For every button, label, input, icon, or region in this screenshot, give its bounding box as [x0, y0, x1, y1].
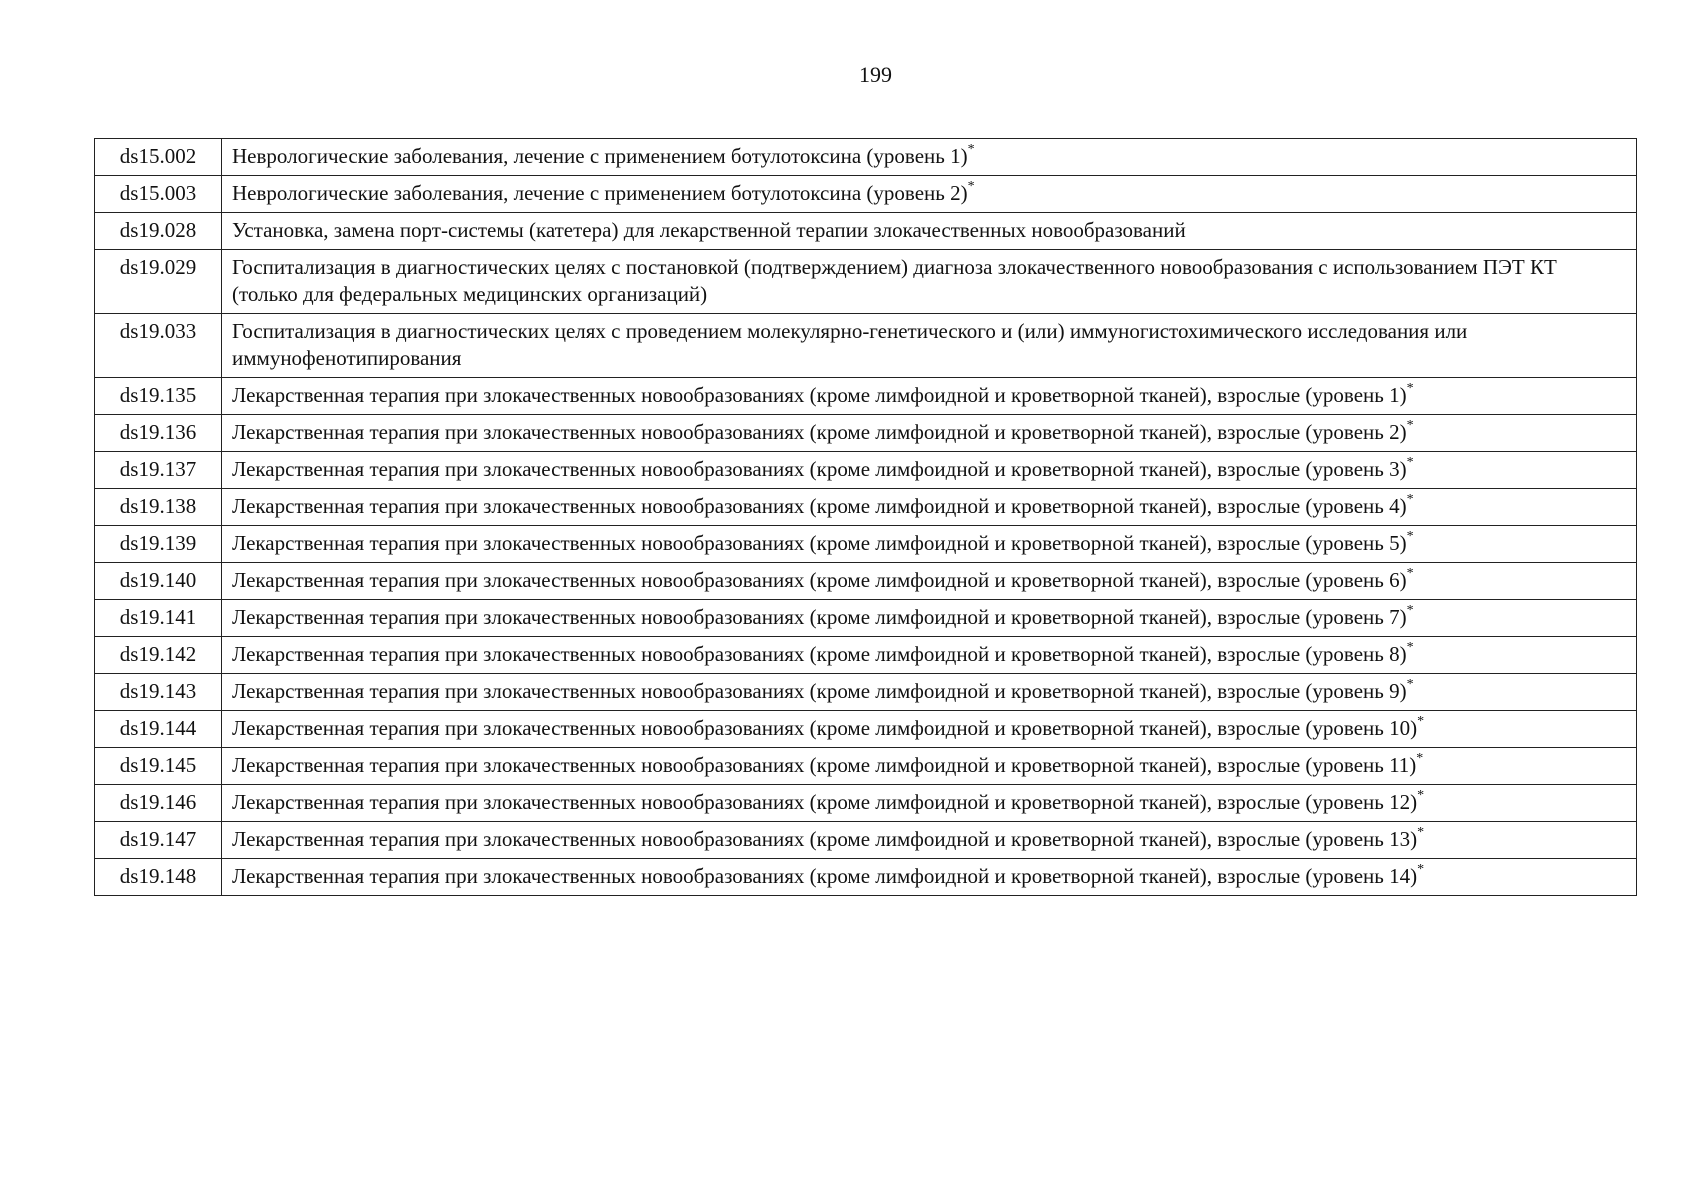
row-description-cell	[222, 711, 1637, 748]
row-description-cell	[222, 415, 1637, 452]
row-description-cell	[222, 250, 1637, 314]
footnote-mark: *	[1406, 381, 1414, 396]
table-row	[95, 489, 1637, 526]
row-code: ds19.145	[95, 748, 222, 785]
row-description: Лекарственная терапия при злокачественных новообразованиях (кроме лимфоидной и кроветворной тканей), взрослые (уровень 13)	[232, 827, 1418, 851]
row-description-cell	[222, 563, 1637, 600]
footnote-mark: *	[967, 179, 975, 194]
row-code: ds19.143	[95, 674, 222, 711]
row-code: ds19.138	[95, 489, 222, 526]
row-code: ds19.148	[95, 859, 222, 896]
row-description-cell	[222, 600, 1637, 637]
table-row	[95, 674, 1637, 711]
row-description-cell	[222, 637, 1637, 674]
row-description-cell	[222, 822, 1637, 859]
table-row	[95, 711, 1637, 748]
row-description: Лекарственная терапия при злокачественных новообразованиях (кроме лимфоидной и кроветворной тканей), взрослые (уровень 3)	[232, 457, 1407, 481]
row-code: ds19.144	[95, 711, 222, 748]
table-row	[95, 213, 1637, 250]
row-description: Установка, замена порт-системы (катетера) для лекарственной терапии злокачественных новообразований	[232, 218, 1186, 242]
table-row	[95, 600, 1637, 637]
table-row	[95, 314, 1637, 378]
row-description-cell	[222, 452, 1637, 489]
row-description: Неврологические заболевания, лечение с применением ботулотоксина (уровень 2)	[232, 181, 968, 205]
table-row	[95, 176, 1637, 213]
row-code: ds19.135	[95, 378, 222, 415]
row-description: Лекарственная терапия при злокачественных новообразованиях (кроме лимфоидной и кроветворной тканей), взрослые (уровень 6)	[232, 568, 1407, 592]
row-description-cell	[222, 314, 1637, 378]
footnote-mark: *	[1406, 603, 1414, 618]
row-description: Лекарственная терапия при злокачественных новообразованиях (кроме лимфоидной и кроветворной тканей), взрослые (уровень 12)	[232, 790, 1418, 814]
footnote-mark: *	[1417, 788, 1425, 803]
row-code: ds19.137	[95, 452, 222, 489]
table-body	[95, 139, 1637, 896]
row-description: Лекарственная терапия при злокачественных новообразованиях (кроме лимфоидной и кроветворной тканей), взрослые (уровень 10)	[232, 716, 1418, 740]
row-code: ds19.147	[95, 822, 222, 859]
row-description: Госпитализация в диагностических целях с проведением молекулярно-генетического и (или) иммуногистохимического исследования или иммунофенотипирования	[232, 319, 1468, 370]
row-code: ds19.142	[95, 637, 222, 674]
row-description: Лекарственная терапия при злокачественных новообразованиях (кроме лимфоидной и кроветворной тканей), взрослые (уровень 11)	[232, 753, 1417, 777]
footnote-mark: *	[1406, 566, 1414, 581]
row-description: Неврологические заболевания, лечение с применением ботулотоксина (уровень 1)	[232, 144, 968, 168]
table-row	[95, 452, 1637, 489]
table-row	[95, 785, 1637, 822]
table-row	[95, 378, 1637, 415]
footnote-mark: *	[1416, 751, 1424, 766]
codes-table	[94, 138, 1637, 896]
row-code: ds15.002	[95, 139, 222, 176]
table-row	[95, 526, 1637, 563]
table-row	[95, 859, 1637, 896]
row-code: ds19.146	[95, 785, 222, 822]
footnote-mark: *	[1406, 492, 1414, 507]
footnote-mark: *	[1406, 418, 1414, 433]
row-code: ds19.139	[95, 526, 222, 563]
row-description: Лекарственная терапия при злокачественных новообразованиях (кроме лимфоидной и кроветворной тканей), взрослые (уровень 8)	[232, 642, 1407, 666]
row-description-cell	[222, 139, 1637, 176]
row-code: ds19.028	[95, 213, 222, 250]
table-row	[95, 563, 1637, 600]
table-row	[95, 415, 1637, 452]
row-description-cell	[222, 489, 1637, 526]
footnote-mark: *	[967, 142, 975, 157]
row-description-cell	[222, 748, 1637, 785]
footnote-mark: *	[1417, 825, 1425, 840]
row-code: ds19.033	[95, 314, 222, 378]
row-code: ds19.029	[95, 250, 222, 314]
row-description: Лекарственная терапия при злокачественных новообразованиях (кроме лимфоидной и кроветворной тканей), взрослые (уровень 1)	[232, 383, 1407, 407]
row-description-cell	[222, 674, 1637, 711]
row-description: Лекарственная терапия при злокачественных новообразованиях (кроме лимфоидной и кроветворной тканей), взрослые (уровень 2)	[232, 420, 1407, 444]
row-description: Лекарственная терапия при злокачественных новообразованиях (кроме лимфоидной и кроветворной тканей), взрослые (уровень 5)	[232, 531, 1407, 555]
row-description-cell	[222, 176, 1637, 213]
row-description: Лекарственная терапия при злокачественных новообразованиях (кроме лимфоидной и кроветворной тканей), взрослые (уровень 9)	[232, 679, 1407, 703]
footnote-mark: *	[1406, 529, 1414, 544]
footnote-mark: *	[1406, 455, 1414, 470]
row-code: ds19.141	[95, 600, 222, 637]
table-row	[95, 139, 1637, 176]
table-row	[95, 637, 1637, 674]
row-code: ds19.136	[95, 415, 222, 452]
row-description: Лекарственная терапия при злокачественных новообразованиях (кроме лимфоидной и кроветворной тканей), взрослые (уровень 7)	[232, 605, 1407, 629]
row-description-cell	[222, 378, 1637, 415]
row-description-cell	[222, 785, 1637, 822]
footnote-mark: *	[1406, 677, 1414, 692]
footnote-mark: *	[1406, 640, 1414, 655]
row-description-cell	[222, 213, 1637, 250]
page-number: 199	[859, 62, 892, 87]
row-description: Лекарственная терапия при злокачественных новообразованиях (кроме лимфоидной и кроветворной тканей), взрослые (уровень 14)	[232, 864, 1418, 888]
row-description: Лекарственная терапия при злокачественных новообразованиях (кроме лимфоидной и кроветворной тканей), взрослые (уровень 4)	[232, 494, 1407, 518]
row-code: ds15.003	[95, 176, 222, 213]
footnote-mark: *	[1417, 862, 1425, 877]
row-description-cell	[222, 526, 1637, 563]
footnote-mark: *	[1417, 714, 1425, 729]
table-row	[95, 748, 1637, 785]
table-row	[95, 250, 1637, 314]
row-code: ds19.140	[95, 563, 222, 600]
row-description: Госпитализация в диагностических целях с постановкой (подтверждением) диагноза злокачественного новообразования с использованием ПЭТ КТ (только для федеральных медицинских организаций)	[232, 255, 1557, 306]
table-row	[95, 822, 1637, 859]
row-description-cell	[222, 859, 1637, 896]
